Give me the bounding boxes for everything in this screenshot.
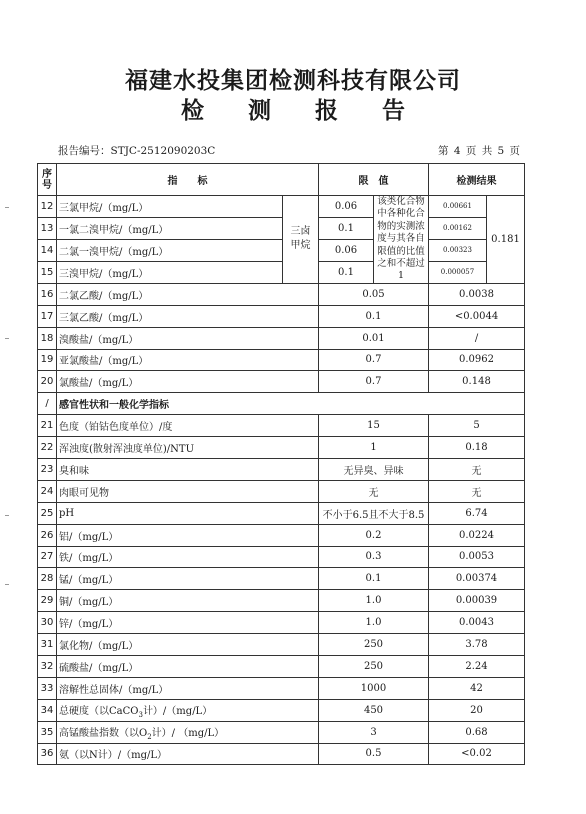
- table-row: [38, 721, 525, 743]
- row-result: 20: [429, 699, 525, 721]
- company-name: 福建水投集团检测科技有限公司: [125, 67, 461, 94]
- header-indicator: 指 标: [57, 164, 319, 196]
- table-row: [38, 590, 525, 612]
- row-indicator: 一氯二溴甲烷/（mg/L）: [57, 217, 283, 239]
- row-result: 0.000057: [429, 261, 487, 283]
- row-no: 34: [38, 699, 57, 721]
- row-indicator: 氯酸盐/（mg/L）: [57, 371, 319, 393]
- row-indicator: 二氯一溴甲烷/（mg/L）: [57, 239, 283, 261]
- row-result: 无: [429, 480, 525, 502]
- row-no: 33: [38, 677, 57, 699]
- row-result: 42: [429, 677, 525, 699]
- table-row: [38, 283, 525, 305]
- row-no: 28: [38, 568, 57, 590]
- row-indicator: 三溴甲烷/（mg/L）: [57, 261, 283, 283]
- row-result: 0.00039: [429, 590, 525, 612]
- row-indicator: 锌/（mg/L）: [57, 612, 319, 634]
- row-indicator: 氨（以N计）/（mg/L）: [57, 743, 319, 765]
- row-result: 无: [429, 458, 525, 480]
- row-no: 29: [38, 590, 57, 612]
- row-indicator: 锰/（mg/L）: [57, 568, 319, 590]
- row-result: 5: [429, 415, 525, 437]
- row-indicator: 铝/（mg/L）: [57, 524, 319, 546]
- row-no: 18: [38, 327, 57, 349]
- row-indicator: 三氯乙酸/（mg/L）: [57, 305, 319, 327]
- row-result: /: [429, 327, 525, 349]
- table-row: [38, 524, 525, 546]
- table-row: [38, 437, 525, 459]
- row-limit: 0.7: [319, 371, 429, 393]
- row-no: 31: [38, 634, 57, 656]
- row-indicator: 三氯甲烷/（mg/L）: [57, 196, 283, 218]
- margin-mark: [5, 515, 9, 516]
- table-row: [38, 677, 525, 699]
- row-no: 26: [38, 524, 57, 546]
- row-limit: 0.06: [319, 239, 374, 261]
- table-row: [38, 371, 525, 393]
- section-title: 感官性状和一般化学指标: [57, 393, 525, 415]
- row-no: 20: [38, 371, 57, 393]
- row-result: 0.00374: [429, 568, 525, 590]
- row-result: 0.0043: [429, 612, 525, 634]
- row-result: 0.0224: [429, 524, 525, 546]
- table-row: [38, 699, 525, 721]
- row-no: 27: [38, 546, 57, 568]
- row-result: 0.0053: [429, 546, 525, 568]
- row-limit: 0.3: [319, 546, 429, 568]
- row-limit: 250: [319, 634, 429, 656]
- row-indicator: 亚氯酸盐/（mg/L）: [57, 349, 319, 371]
- table-row: [38, 655, 525, 677]
- table-row: [38, 743, 525, 765]
- row-result: 0.00661: [429, 196, 487, 218]
- row-no: 36: [38, 743, 57, 765]
- table-row: [38, 634, 525, 656]
- row-indicator: 高锰酸盐指数（以$O_2$计）/ （mg/L）: [57, 721, 319, 743]
- margin-mark: [5, 584, 9, 585]
- row-result: 0.0962: [429, 349, 525, 371]
- margin-mark: [5, 338, 9, 339]
- table-row: [38, 502, 525, 524]
- row-limit: 0.1: [319, 305, 429, 327]
- table-row: [38, 612, 525, 634]
- row-result: 0.00162: [429, 217, 487, 239]
- row-limit: 1: [319, 437, 429, 459]
- table-row: [38, 261, 525, 283]
- row-no: 12: [38, 196, 57, 218]
- row-no: 30: [38, 612, 57, 634]
- row-limit: 250: [319, 655, 429, 677]
- row-indicator: 溴酸盐/（mg/L）: [57, 327, 319, 349]
- row-limit: 0.05: [319, 283, 429, 305]
- row-indicator: 肉眼可见物: [57, 480, 319, 502]
- row-indicator: 硫酸盐/（mg/L）: [57, 655, 319, 677]
- row-limit: 0.01: [319, 327, 429, 349]
- row-result: 3.78: [429, 634, 525, 656]
- row-result: 0.68: [429, 721, 525, 743]
- page-info: 第 4 页 共 5 页: [438, 145, 522, 157]
- table-row: [38, 327, 525, 349]
- thm-limit-note: 该类化合物中各种化合物的实测浓度与其各自限值的比值之和不超过1: [374, 196, 429, 284]
- row-no: 24: [38, 480, 57, 502]
- table-row: [38, 458, 525, 480]
- row-no: 32: [38, 655, 57, 677]
- row-no: 35: [38, 721, 57, 743]
- row-limit: 0.1: [319, 261, 374, 283]
- row-indicator: pH: [57, 502, 319, 524]
- row-result: 0.148: [429, 371, 525, 393]
- table-row: [38, 349, 525, 371]
- table-row: [38, 217, 525, 239]
- row-no: 14: [38, 239, 57, 261]
- row-no: 17: [38, 305, 57, 327]
- row-result: <0.02: [429, 743, 525, 765]
- row-indicator: 色度（铂钴色度单位）/度: [57, 415, 319, 437]
- table-row: [38, 568, 525, 590]
- row-indicator: 二氯乙酸/（mg/L）: [57, 283, 319, 305]
- row-result: 6.74: [429, 502, 525, 524]
- row-result: 0.0038: [429, 283, 525, 305]
- section-row: [38, 393, 525, 415]
- row-limit: 0.2: [319, 524, 429, 546]
- table-header-row: [38, 164, 525, 196]
- table-row: [38, 305, 525, 327]
- row-no: 23: [38, 458, 57, 480]
- row-limit: 0.06: [319, 196, 374, 218]
- table-row: [38, 415, 525, 437]
- table-row: [38, 480, 525, 502]
- row-no: 25: [38, 502, 57, 524]
- table-row: [38, 196, 525, 218]
- row-limit: 0.7: [319, 349, 429, 371]
- row-result: 0.00323: [429, 239, 487, 261]
- row-limit: 1.0: [319, 612, 429, 634]
- row-indicator: 总硬度（以CaCO$_3$计）/（mg/L）: [57, 699, 319, 721]
- report-number: 报告编号：STJC-2512090203C: [58, 145, 216, 157]
- margin-mark: [5, 207, 9, 208]
- row-no: 19: [38, 349, 57, 371]
- row-limit: 15: [319, 415, 429, 437]
- results-table: [37, 163, 525, 765]
- row-no: 21: [38, 415, 57, 437]
- row-limit: 1.0: [319, 590, 429, 612]
- row-limit: 0.1: [319, 217, 374, 239]
- row-limit: 3: [319, 721, 429, 743]
- row-no: 13: [38, 217, 57, 239]
- row-indicator: 氯化物/（mg/L）: [57, 634, 319, 656]
- row-indicator: 铜/（mg/L）: [57, 590, 319, 612]
- row-indicator: 臭和味: [57, 458, 319, 480]
- row-limit: 无: [319, 480, 429, 502]
- row-indicator: 浑浊度(散射浑浊度单位)/NTU: [57, 437, 319, 459]
- report-title: 检 测 报 告: [180, 97, 424, 124]
- header-limit: 限 值: [319, 164, 429, 196]
- thm-total-result: 0.181: [487, 196, 525, 284]
- row-limit: 不小于6.5且不大于8.5: [319, 502, 429, 524]
- row-limit: 450: [319, 699, 429, 721]
- thm-group-label: 三卤甲烷: [283, 196, 319, 284]
- row-limit: 无异臭、异味: [319, 458, 429, 480]
- row-indicator: 溶解性总固体/（mg/L）: [57, 677, 319, 699]
- section-no: /: [38, 393, 57, 415]
- header-no: 序号: [38, 164, 57, 196]
- table-row: [38, 546, 525, 568]
- row-no: 15: [38, 261, 57, 283]
- row-limit: 0.5: [319, 743, 429, 765]
- row-result: 0.18: [429, 437, 525, 459]
- row-result: <0.0044: [429, 305, 525, 327]
- row-indicator: 铁/（mg/L）: [57, 546, 319, 568]
- row-no: 16: [38, 283, 57, 305]
- header-result: 检测结果: [429, 164, 525, 196]
- row-no: 22: [38, 437, 57, 459]
- table-row: [38, 239, 525, 261]
- row-limit: 0.1: [319, 568, 429, 590]
- row-limit: 1000: [319, 677, 429, 699]
- row-result: 2.24: [429, 655, 525, 677]
